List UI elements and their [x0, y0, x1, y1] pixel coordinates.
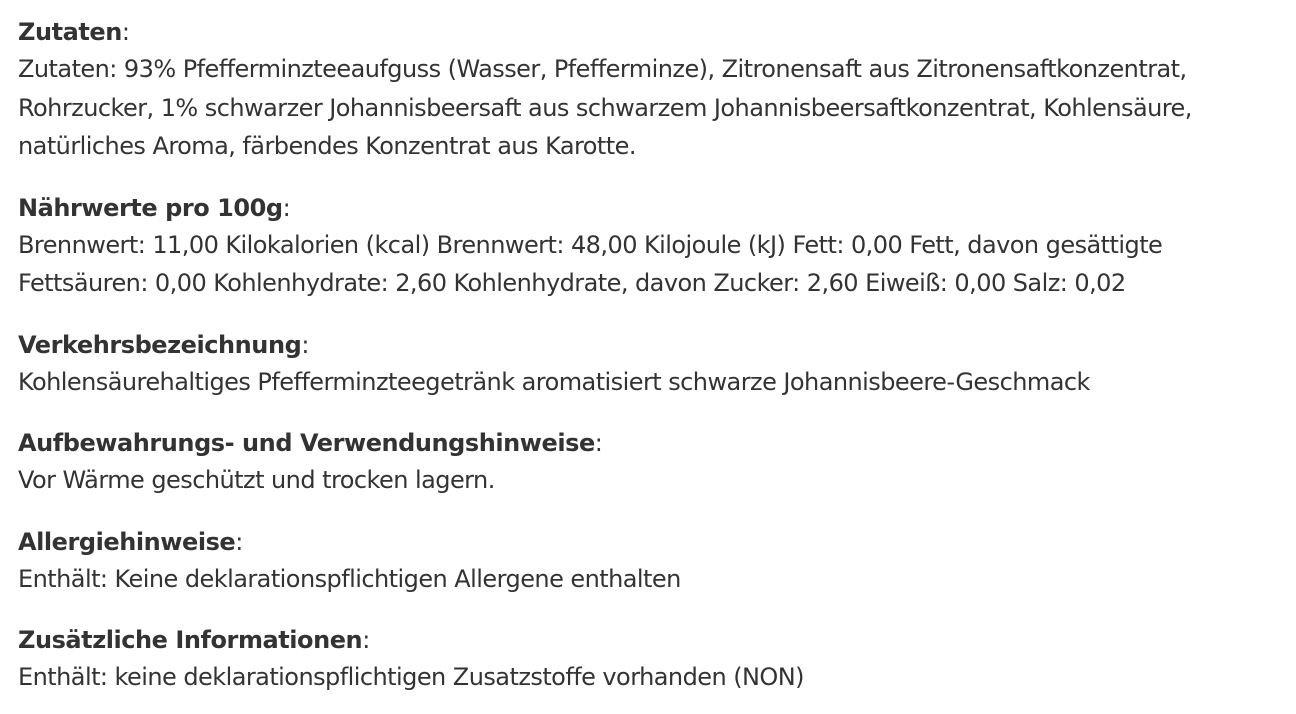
section-heading — [18, 190, 1278, 226]
section-additional-info — [18, 622, 1278, 697]
heading-colon: : — [235, 527, 243, 556]
section-ingredients — [18, 14, 1278, 166]
text-line: Rohrzucker, 1% schwarzer Johannisbeersaft aus schwarzem Johannisbeersaftkonzentrat, Kohlensäure, — [18, 93, 1192, 122]
section-title: Allergiehinweise — [18, 527, 236, 556]
section-body — [18, 363, 1278, 402]
text-line: Fettsäuren: 0,00 Kohlenhydrate: 2,60 Kohlenhydrate, davon Zucker: 2,60 Eiweiß: 0,00 Salz: 0,02 — [18, 269, 1126, 297]
section-title: Zusätzliche Informationen — [18, 626, 363, 654]
section-heading — [18, 425, 1278, 461]
section-heading — [18, 327, 1278, 363]
heading-colon: : — [121, 18, 130, 46]
heading-colon: : — [282, 193, 291, 222]
text-line: Brennwert: 11,00 Kilokalorien (kcal) Brennwert: 48,00 Kilojoule (kJ) Fett: 0,00 Fett, davon gesättigte — [18, 230, 1163, 259]
section-body — [18, 50, 1278, 166]
text-line: natürliches Aroma, färbendes Konzentrat aus Karotte. — [18, 132, 636, 160]
heading-colon: : — [301, 330, 309, 359]
section-storage — [18, 425, 1278, 500]
section-heading — [18, 14, 1278, 50]
section-allergens — [18, 524, 1278, 599]
heading-colon: : — [362, 626, 370, 654]
section-product-name — [18, 327, 1278, 402]
section-body — [18, 560, 1278, 599]
section-heading — [18, 524, 1278, 560]
section-title: Aufbewahrungs- und Verwendungshinweise — [18, 429, 595, 457]
section-body — [18, 461, 1278, 500]
section-body — [18, 658, 1278, 697]
text-line: Kohlensäurehaltiges Pfefferminzteegetränk aromatisiert schwarze Johannisbeere-Geschmack — [18, 367, 1090, 396]
heading-colon: : — [594, 429, 603, 457]
text-line: Enthält: keine deklarationspflichtigen Zusatzstoffe vorhanden (NON) — [18, 663, 804, 691]
section-title: Nährwerte pro 100g — [18, 193, 283, 222]
section-title: Zutaten — [18, 18, 122, 46]
text-line: Vor Wärme geschützt und trocken lagern. — [18, 466, 495, 494]
section-heading — [18, 622, 1278, 658]
section-nutrition — [18, 190, 1278, 303]
text-line: Enthält: Keine deklarationspflichtigen Allergene enthalten — [18, 564, 681, 593]
section-body — [18, 226, 1278, 303]
text-line: Zutaten: 93% Pfefferminzteeaufguss (Wasser, Pfefferminze), Zitronensaft aus Zitronensaftkonzentrat, — [18, 55, 1187, 83]
section-title: Verkehrsbezeichnung — [18, 330, 302, 359]
